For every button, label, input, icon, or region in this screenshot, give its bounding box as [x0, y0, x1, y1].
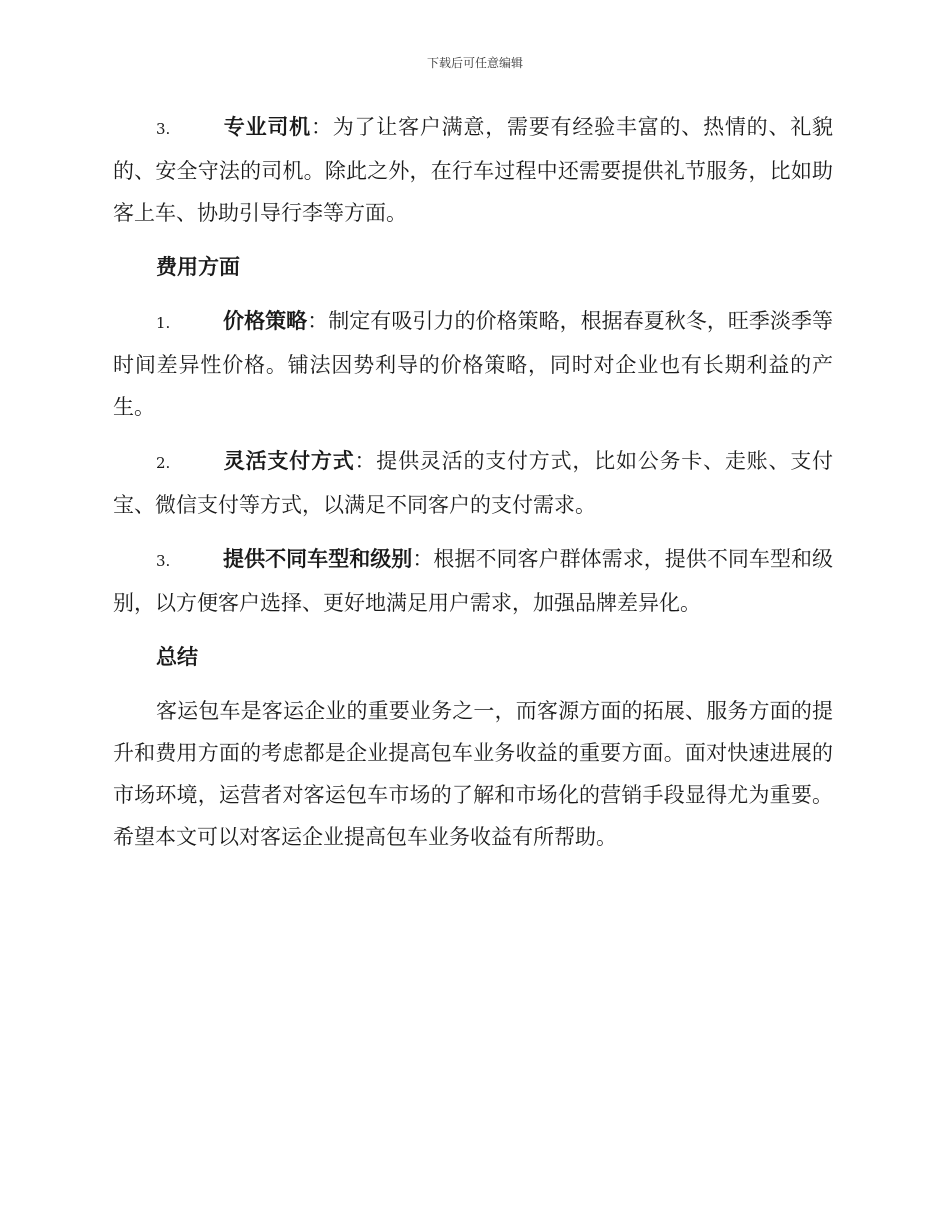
page-header-note: 下载后可任意编辑: [426, 56, 523, 70]
term-separator: ：: [412, 547, 434, 571]
list-item-text: 制定有吸引力的价格策略，根据春夏秋冬，旺季淡季等时间差异性价格。铺法因势利导的价格策略，同时对企业也有长期利益的产生。: [113, 309, 834, 419]
term-separator: ：: [310, 115, 333, 139]
list-number: 2.: [156, 454, 171, 472]
list-number: 3.: [156, 552, 171, 570]
list-number: 3.: [156, 120, 171, 138]
list-item-term: 灵活支付方式: [223, 449, 355, 473]
list-item-text: 提供灵活的支付方式，比如公务卡、走账、支付宝、微信支付等方式，以满足不同客户的支付需求。: [113, 449, 834, 517]
list-item-term: 提供不同车型和级别: [223, 547, 413, 571]
term-separator: ：: [307, 309, 329, 333]
list-item-pricing-strategy: [113, 300, 833, 428]
term-separator: ：: [354, 449, 377, 473]
list-item-text: 根据不同客户群体需求，提供不同车型和级别，以方便客户选择、更好地满足用户需求，加强品牌差异化。: [113, 547, 834, 615]
list-item-term: 价格策略: [223, 309, 308, 333]
section-heading-summary: 总结: [156, 645, 198, 669]
section-heading-costs: 费用方面: [156, 255, 240, 279]
list-item-term: 专业司机: [223, 115, 311, 139]
list-number: 1.: [156, 314, 171, 332]
list-item-text: 为了让客户满意，需要有经验丰富的、热情的、礼貌的、安全守法的司机。除此之外，在行车过程中还需要提供礼节服务，比如助客上车、协助引导行李等方面。: [113, 115, 834, 225]
list-item-professional-drivers: [113, 106, 833, 234]
summary-paragraph: 客运包车是客运企业的重要业务之一，而客源方面的拓展、服务方面的提升和费用方面的考虑都是企业提高包车业务收益的重要方面。面对快速进展的市场环境，运营者对客运包车市场的了解和市场化的营销手段显得尤为重要。希望本文可以对客运企业提高包车业务收益有所帮助。: [113, 699, 833, 849]
list-item-vehicle-options: [113, 538, 833, 624]
document-body: [113, 106, 833, 870]
list-item-flexible-payment: [113, 440, 833, 526]
